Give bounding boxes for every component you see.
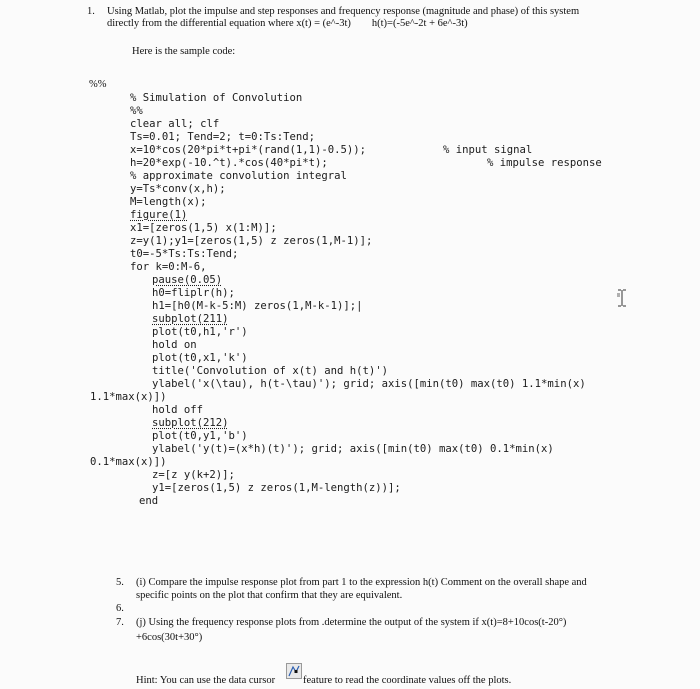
code-line-title: title('Convolution of x(t) and h(t)') — [152, 365, 388, 377]
question-number-5: 5. — [116, 577, 124, 588]
code-line-y1-update: y1=[zeros(1,5) z zeros(1,M-length(z))]; — [152, 482, 401, 494]
code-line-ylabel-1: ylabel('x(\tau), h(t-\tau)'); grid; axis([min(t0) max(t0) 1.1*min(x) — [152, 378, 586, 390]
code-line-plot-y1: plot(t0,y1,'b') — [152, 430, 248, 442]
question-5-line-2: specific points on the plot that confirm that they are equivalent. — [136, 590, 403, 601]
ibeam-cursor-icon — [617, 288, 627, 308]
code-line-plot-x1: plot(t0,x1,'k') — [152, 352, 248, 364]
code-line-z-append: z=[z y(k+2)]; — [152, 469, 235, 481]
code-line-clear: clear all; clf — [130, 118, 220, 130]
question-7-line-1: (j) Using the frequency response plots from .determine the output of the system if x(t)=8+10cos(t-20°) — [136, 617, 567, 628]
sample-code-label: Here is the sample code: — [132, 46, 236, 57]
question-number-1: 1. — [87, 6, 95, 17]
code-line-cell: %% — [130, 105, 143, 117]
code-line-subplot-212: subplot(212) — [152, 417, 229, 429]
code-comment-input-signal: % input signal — [443, 144, 533, 156]
code-line-subplot-211: subplot(211) — [152, 313, 229, 325]
code-line-hold-on: hold on — [152, 339, 197, 351]
cell-marker: %% — [89, 79, 107, 90]
code-line-pause: pause(0.05) — [152, 274, 223, 286]
code-line-t0: t0=-5*Ts:Ts:Tend; — [130, 248, 239, 260]
question-number-7: 7. — [116, 617, 124, 628]
code-line-y: y=Ts*conv(x,h); — [130, 183, 226, 195]
code-line-end: end — [139, 495, 159, 507]
code-line-hold-off: hold off — [152, 404, 204, 416]
code-line-figure: figure(1) — [130, 209, 188, 221]
code-line-x: x=10*cos(20*pi*t+pi*(rand(1,1)-0.5)); — [130, 144, 366, 156]
code-line-x1: x1=[zeros(1,5) x(1:M)]; — [130, 222, 277, 234]
code-line-z: z=y(1);y1=[zeros(1,5) z zeros(1,M-1)]; — [130, 235, 373, 247]
code-line-comment-title: % Simulation of Convolution — [130, 92, 303, 104]
question-1-line-2: directly from the differential equation where x(t) = (e^-3t) h(t)=(-5e^-2t + 6e^-3t) — [107, 18, 468, 29]
code-line-comment-approx: % approximate convolution integral — [130, 170, 347, 182]
code-line-ylabel-2: ylabel('y(t)=(x*h)(t)'); grid; axis([min(t0) max(t0) 0.1*min(x) — [152, 443, 554, 455]
code-line-h0: h0=fliplr(h); — [152, 287, 235, 299]
code-line-h: h=20*exp(-10.^t).*cos(40*pi*t); — [130, 157, 328, 169]
data-cursor-icon — [286, 663, 302, 679]
code-line-ylabel-2-cont: 0.1*max(x)]) — [90, 456, 167, 468]
question-5-line-1: (i) Compare the impulse response plot from part 1 to the expression h(t) Comment on the overall shape and — [136, 577, 587, 588]
hint-text-start: Hint: You can use the data cursor — [136, 675, 276, 686]
code-line-for: for k=0:M-6, — [130, 261, 207, 273]
code-line-ts: Ts=0.01; Tend=2; t=0:Ts:Tend; — [130, 131, 315, 143]
question-number-6: 6. — [116, 603, 124, 614]
question-7-line-2: +6cos(30t+30°) — [136, 632, 203, 643]
code-comment-impulse-response: % impulse response — [487, 157, 602, 169]
code-line-ylabel-1-cont: 1.1*max(x)]) — [90, 391, 167, 403]
code-line-m: M=length(x); — [130, 196, 207, 208]
question-1-line-1: Using Matlab, plot the impulse and step responses and frequency response (magnitude and phase) of this system — [107, 6, 580, 17]
code-line-h1: h1=[h0(M-k-5:M) zeros(1,M-k-1)];| — [152, 300, 363, 312]
hint-text-end: feature to read the coordinate values off the plots. — [303, 675, 512, 686]
code-line-plot-h1: plot(t0,h1,'r') — [152, 326, 248, 338]
